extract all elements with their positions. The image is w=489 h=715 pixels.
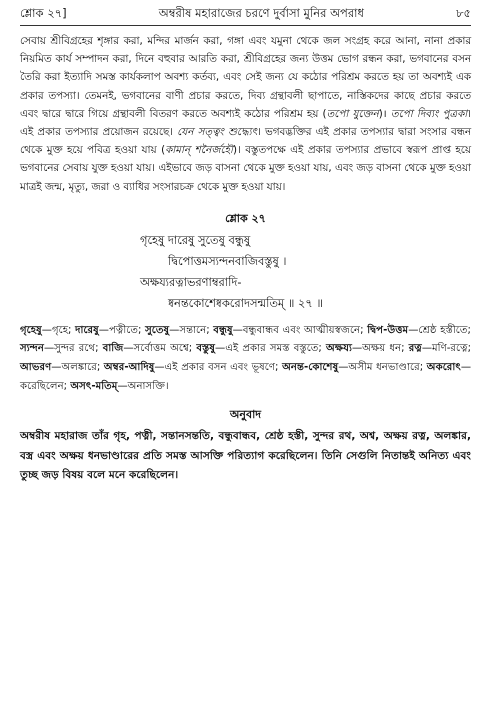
synonym-term: অসৎ-মতিম্ — [70, 380, 118, 392]
synonym-term: অনন্ত-কোশেষু — [282, 362, 339, 374]
sanskrit-verse — [20, 230, 471, 314]
verse-line: ষ্বনন্তকোশেষ্বকরোদসন্মতিম্ ॥ ২৭ ॥ — [168, 295, 323, 310]
synonyms-paragraph — [20, 322, 471, 396]
synonym-term: রত্ন — [408, 343, 422, 355]
synonym-term: বন্ধুষু — [213, 324, 233, 336]
synonym-term: দ্বিপ-উত্তম — [367, 324, 409, 336]
synonym-meaning: —অলঙ্কারে; — [51, 362, 104, 374]
purport-quote: যেন সত্ত্বং শুদ্ধ্যেৎ — [177, 126, 258, 139]
translation-text: অম্বরীষ মহারাজ তাঁর গৃহ, পত্নী, সন্তানসন্ততি, বন্ধুবান্ধব, শ্রেষ্ঠ হস্তী, সুন্দর রথ, অশ্ব, অক্ষয় রত্ন, অলঙ্কার, বস্ত্র এবং অক্ষয় ধনভাণ্ডারের প্রতি সমস্ত আসক্তি পরিত্যাগ করেছিলেন। তিনি সেগুলি নিতান্তই অনিত্য এবং তুচ্ছ জড় বিষয় বলে মনে করেছিলেন। — [20, 430, 471, 482]
verse-line: দ্বিপোত্তমস্যন্দনবাজিবস্তুষু । — [168, 253, 287, 268]
purport-text: )। — [378, 107, 391, 120]
synonym-term: স্যন্দন — [20, 343, 44, 355]
synonym-meaning: —সন্তানে; — [169, 324, 214, 336]
chapter-title: অম্বরীষ মহারাজের চরণে দুর্বাসা মুনির অপরাধ — [158, 6, 364, 20]
synonym-meaning: —বন্ধুবান্ধব এবং আত্মীয়স্বজনে; — [232, 324, 368, 336]
purport-text: )। বস্তুতপক্ষে এই প্রকার তপস্যার প্রভাবে স্বরূপ প্রাপ্ত হয়ে ভগবানের সেবায় যুক্ত হওয়া যায়। এইভাবে জড় বাসনা থেকে মুক্ত হওয়া যায়, এবং জড় বাসনা থেকে মুক্ত হওয়া মাত্রই জন্ম, মৃত্যু, জরা ও ব্যাধির সংসারচক্র থেকে মুক্ত হওয়া যায়। — [20, 144, 471, 193]
synonym-term: দারেষু — [75, 324, 99, 336]
synonym-term: বাজি — [102, 343, 124, 355]
synonym-term: সুতেষু — [145, 324, 170, 336]
synonym-term: অকরোৎ — [426, 362, 461, 374]
page-header — [20, 4, 471, 26]
synonym-meaning: —অনাসক্তি। — [117, 380, 169, 392]
synonym-meaning: —শ্রেষ্ঠ হস্তীতে; — [408, 324, 471, 336]
synonym-meaning: —অক্ষয় ধন; — [351, 343, 409, 355]
purport-text: । এই প্রকার তপস্যার প্রয়োজন রয়েছে। — [20, 107, 471, 139]
synonym-term: আভরণ — [20, 362, 52, 374]
synonym-term: গৃহেষু — [20, 324, 42, 336]
verse-line: গৃহেষু দারেষু সুতেষু বন্ধুষু — [140, 232, 251, 247]
verse-line: অক্ষয্যরত্নাভরণাম্বরাদি- — [140, 274, 242, 289]
purport-quote: তপো দিব্যং পুত্রকা — [390, 107, 468, 120]
synonym-meaning: —মণি-রত্নে; — [421, 343, 472, 355]
synonym-meaning: —সর্বোত্তম অশ্বে; — [123, 343, 197, 355]
page-number: ৮৫ — [456, 6, 471, 20]
synonym-term: অম্বর-আদিষু — [103, 362, 155, 374]
purport-paragraph — [20, 32, 471, 196]
synonym-meaning: —করেছিলেন; — [20, 362, 471, 392]
purport-quote: কামান্ শনৈর্জহৌ — [165, 144, 233, 157]
synonym-meaning: —এই প্রকার বসন এবং ভূষণে; — [154, 362, 283, 374]
synonym-meaning: —অসীম ধনভাণ্ডারে; — [338, 362, 427, 374]
synonym-meaning: —এই প্রকার সমস্ত বস্তুতে; — [215, 343, 327, 355]
verse-heading: শ্লোক ২৭ — [225, 211, 266, 225]
purport-text: সেবায় শ্রীবিগ্রহের শৃঙ্গার করা, মন্দির মার্জন করা, গঙ্গা এবং যমুনা থেকে জল সংগ্রহ করে আনা, নানা প্রকার নিয়মিত কার্য সম্পাদন করা, দিনে বহুবার আরতি করা, শ্রীবিগ্রহের জন্য উত্তম ভোগ রন্ধন করা, ভগবানের বসন তৈরি করা ইত্যাদি সমস্ত কার্যকলাপ অবশ্য কর্তব্য, এবং সেই জন্য যে কঠোর পরিশ্রম করতে হয় তা অবশ্যই এক প্রকার তপস্যা। তেমনই, ভগবানের বাণী প্রচার করতে, দিব্য গ্রন্থাবলী ছাপাতে, নাস্তিকদের কাছে প্রচার করতে এবং দ্বারে দ্বারে গিয়ে গ্রন্থাবলী বিতরণ করতে অবশ্যই কঠোর পরিশ্রম হয় ( — [20, 35, 471, 120]
synonym-term: অক্ষয্য — [326, 343, 352, 355]
synonym-meaning: —গৃহে; — [41, 324, 76, 336]
purport-quote: তপো যুক্তেন — [326, 107, 379, 120]
translation-heading: অনুবাদ — [229, 408, 262, 422]
purport-text: । ভগবদ্ভক্তির এই প্রকার তপস্যার দ্বারা সংসার বন্ধন থেকে মুক্ত হয়ে পবিত্র হওয়া যায় ( — [20, 126, 471, 157]
synonym-term: বস্তুষু — [196, 343, 216, 355]
synonym-meaning: —সুন্দর রথে; — [43, 343, 103, 355]
synonym-meaning: —পত্নীতে; — [98, 324, 146, 336]
verse-reference: শ্লোক ২৭] — [20, 6, 67, 20]
